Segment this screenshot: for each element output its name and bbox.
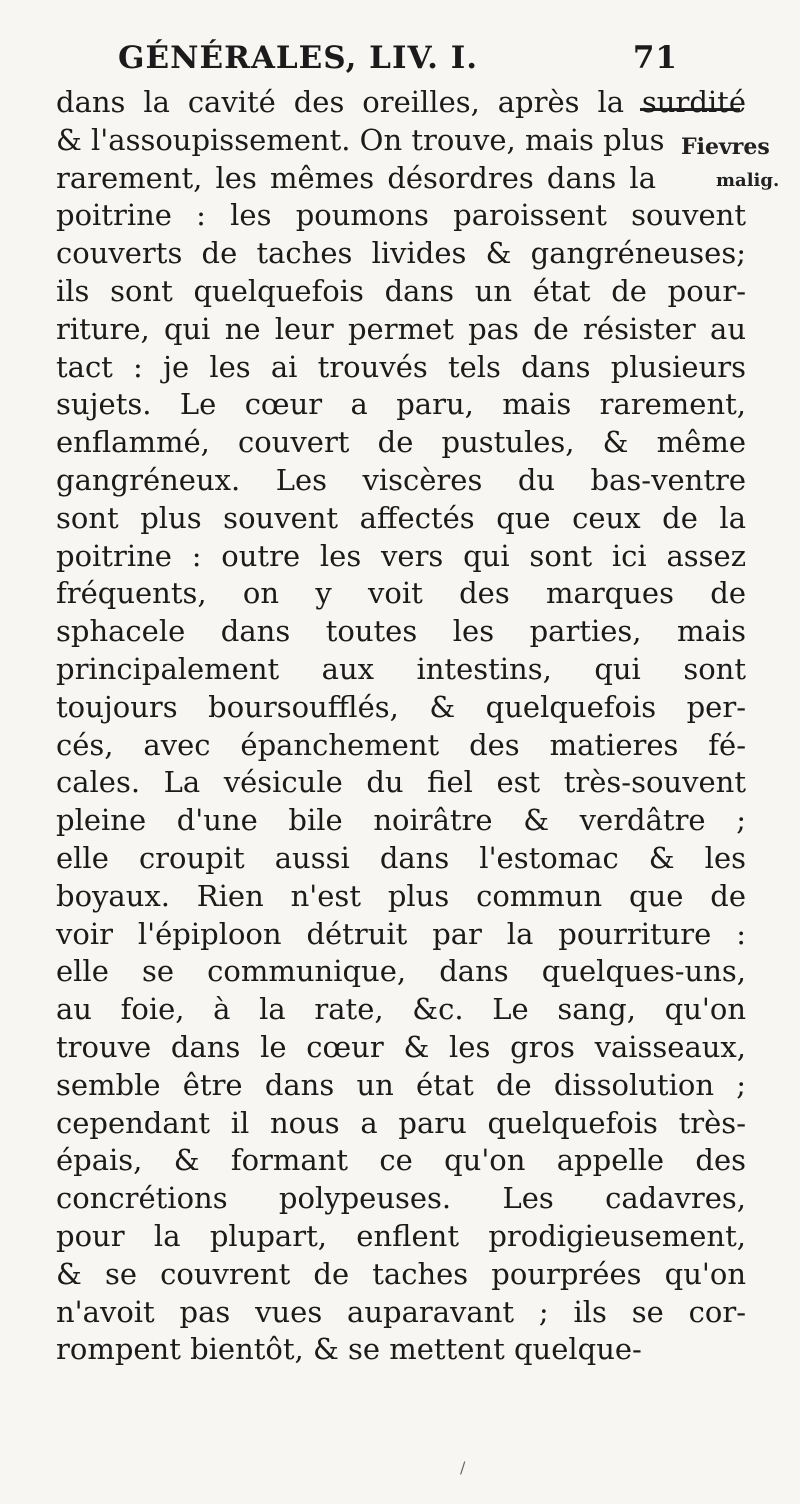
text-line: poitrine : les poumons paroissent souvent <box>56 198 746 233</box>
margin-note-fievres: Fievres <box>681 134 770 160</box>
text-line: cales. La vésicule du fiel est très-souvent <box>56 765 746 800</box>
text-line: enflammé, couvert de pustules, & même <box>56 425 746 460</box>
text-line: elle se communique, dans quelques-uns, <box>56 954 746 989</box>
text-line: tact : je les ai trouvés tels dans plusieurs <box>56 349 746 384</box>
text-line: & l'assoupissement. On trouve, mais plus <box>56 122 665 157</box>
text-line: pour la plupart, enflent prodigieusement, <box>56 1218 746 1253</box>
text-line: pleine d'une bile noirâtre & verdâtre ; <box>56 803 746 838</box>
page-mark: / <box>460 1458 466 1477</box>
margin-note-malig: malig. <box>716 170 780 191</box>
header-title: GÉNÉRALES, LIV. I. <box>118 40 478 76</box>
text-line: & se couvrent de taches pourprées qu'on <box>56 1256 746 1291</box>
text-line: rarement, les mêmes désordres dans la <box>56 160 656 195</box>
text-line: principalement aux intestins, qui sont <box>56 651 746 686</box>
text-line: elle croupit aussi dans l'estomac & les <box>56 840 746 875</box>
text-line: dans la cavité des oreilles, après la surdité <box>56 85 746 119</box>
running-header <box>118 40 678 80</box>
text-line: rompent bientôt, & se mettent quelque- <box>56 1332 642 1367</box>
text-line: fréquents, on y voit des marques de <box>56 576 746 611</box>
text-line: sont plus souvent affectés que ceux de la <box>56 500 746 535</box>
text-line: épais, & formant ce qu'on appelle des <box>56 1143 746 1178</box>
text-line: toujours boursoufflés, & quelquefois per- <box>56 689 746 724</box>
text-line: poitrine : outre les vers qui sont ici assez <box>56 538 746 573</box>
text-line: gangréneux. Les viscères du bas-ventre <box>56 462 746 497</box>
text-line: cés, avec épanchement des matieres fé- <box>56 727 746 762</box>
body-text <box>56 84 746 1369</box>
text-line: trouve dans le cœur & les gros vaisseaux, <box>56 1029 746 1064</box>
page-number: 71 <box>632 40 678 76</box>
text-line: boyaux. Rien n'est plus commun que de <box>56 878 746 913</box>
text-line: concrétions polypeuses. Les cadavres, <box>56 1181 746 1216</box>
text-line: n'avoit pas vues auparavant ; ils se cor- <box>56 1294 746 1329</box>
text-line: riture, qui ne leur permet pas de résister au <box>56 311 746 346</box>
text-line: ils sont quelquefois dans un état de pour- <box>56 273 746 308</box>
text-line: cependant il nous a paru quelquefois très- <box>56 1105 746 1140</box>
text-line: sphacele dans toutes les parties, mais <box>56 614 746 649</box>
text-line: semble être dans un état de dissolution ; <box>56 1067 746 1102</box>
text-line: sujets. Le cœur a paru, mais rarement, <box>56 387 746 422</box>
text-line: couverts de taches livides & gangréneuses; <box>56 236 746 271</box>
text-line: voir l'épiploon détruit par la pourriture : <box>56 916 746 951</box>
text-line: au foie, à la rate, &c. Le sang, qu'on <box>56 992 746 1027</box>
